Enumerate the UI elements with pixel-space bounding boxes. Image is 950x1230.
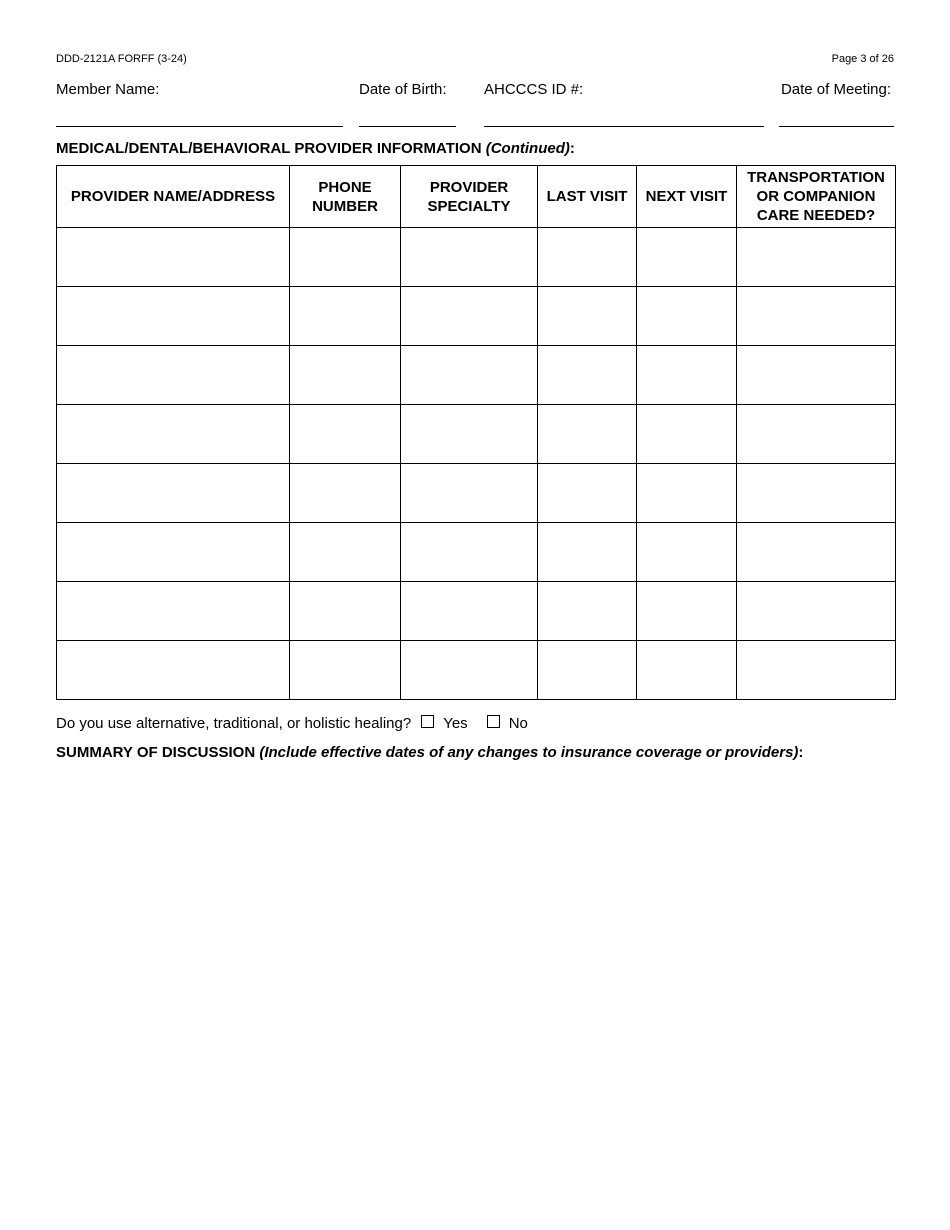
phone-number-cell[interactable] xyxy=(290,641,401,700)
no-label: No xyxy=(508,715,528,732)
date-of-birth-field[interactable] xyxy=(359,126,456,127)
summary-note: (Include effective dates of any changes to insurance coverage or providers) xyxy=(259,744,799,761)
last-visit-cell[interactable] xyxy=(538,346,637,405)
provider-name-address-cell[interactable] xyxy=(57,346,290,405)
header-next-visit: NEXT VISIT xyxy=(637,166,737,228)
section-colon: : xyxy=(569,140,575,157)
no-option xyxy=(468,715,528,732)
last-visit-cell[interactable] xyxy=(538,641,637,700)
table-row xyxy=(57,346,896,405)
provider-name-address-cell[interactable] xyxy=(57,405,290,464)
date-of-meeting-label: Date of Meeting: xyxy=(780,81,891,98)
table-row xyxy=(57,641,896,700)
next-visit-cell[interactable] xyxy=(637,346,737,405)
provider-specialty-cell[interactable] xyxy=(401,641,538,700)
transportation-cell[interactable] xyxy=(737,405,896,464)
transportation-cell[interactable] xyxy=(737,582,896,641)
last-visit-cell[interactable] xyxy=(538,405,637,464)
header-last-visit: LAST VISIT xyxy=(538,166,637,228)
table-row xyxy=(57,287,896,346)
yes-label: Yes xyxy=(443,715,468,732)
phone-number-cell[interactable] xyxy=(290,464,401,523)
provider-specialty-cell[interactable] xyxy=(401,582,538,641)
transportation-cell[interactable] xyxy=(737,228,896,287)
provider-name-address-cell[interactable] xyxy=(57,641,290,700)
phone-number-cell[interactable] xyxy=(290,523,401,582)
transportation-cell[interactable] xyxy=(737,287,896,346)
phone-number-cell[interactable] xyxy=(290,582,401,641)
header-transportation-companion-care: TRANSPORTATION OR COMPANION CARE NEEDED? xyxy=(737,166,896,228)
member-name-label: Member Name: xyxy=(56,81,160,98)
last-visit-cell[interactable] xyxy=(538,228,637,287)
holistic-healing-question xyxy=(56,715,528,732)
header-phone-number: PHONE NUMBER xyxy=(290,166,401,228)
provider-specialty-cell[interactable] xyxy=(401,405,538,464)
next-visit-cell[interactable] xyxy=(637,641,737,700)
form-id: DDD-2121A FORFF (3-24) xyxy=(56,53,187,65)
holistic-healing-question-text: Do you use alternative, traditional, or holistic healing? xyxy=(56,715,412,732)
last-visit-cell[interactable] xyxy=(538,287,637,346)
provider-specialty-cell[interactable] xyxy=(401,523,538,582)
summary-title xyxy=(56,744,803,761)
summary-colon: : xyxy=(798,744,804,761)
next-visit-cell[interactable] xyxy=(637,405,737,464)
table-row xyxy=(57,405,896,464)
header-provider-specialty: PROVIDER SPECIALTY xyxy=(401,166,538,228)
transportation-cell[interactable] xyxy=(737,523,896,582)
date-of-meeting-field[interactable] xyxy=(779,126,894,127)
provider-name-address-cell[interactable] xyxy=(57,523,290,582)
transportation-cell[interactable] xyxy=(737,346,896,405)
phone-number-cell[interactable] xyxy=(290,405,401,464)
table-row xyxy=(57,228,896,287)
member-name-field[interactable] xyxy=(56,126,343,127)
transportation-cell[interactable] xyxy=(737,641,896,700)
date-of-birth-label: Date of Birth: xyxy=(359,81,447,98)
header-provider-name-address: PROVIDER NAME/ADDRESS xyxy=(57,166,290,228)
no-checkbox[interactable] xyxy=(487,715,500,728)
section-title-text: MEDICAL/DENTAL/BEHAVIORAL PROVIDER INFORMATION xyxy=(56,140,482,157)
table-row xyxy=(57,523,896,582)
next-visit-cell[interactable] xyxy=(637,523,737,582)
page-number: Page 3 of 26 xyxy=(831,53,894,65)
provider-name-address-cell[interactable] xyxy=(57,228,290,287)
ahcccs-id-field[interactable] xyxy=(484,126,764,127)
section-title xyxy=(56,140,575,157)
table-row xyxy=(57,464,896,523)
table-row xyxy=(57,582,896,641)
next-visit-cell[interactable] xyxy=(637,228,737,287)
next-visit-cell[interactable] xyxy=(637,287,737,346)
summary-title-text: SUMMARY OF DISCUSSION xyxy=(56,744,256,761)
provider-specialty-cell[interactable] xyxy=(401,464,538,523)
provider-name-address-cell[interactable] xyxy=(57,287,290,346)
last-visit-cell[interactable] xyxy=(538,464,637,523)
provider-specialty-cell[interactable] xyxy=(401,228,538,287)
provider-table-header-row xyxy=(57,166,896,228)
section-continued: (Continued) xyxy=(485,140,570,157)
ahcccs-id-label: AHCCCS ID #: xyxy=(484,81,584,98)
last-visit-cell[interactable] xyxy=(538,523,637,582)
phone-number-cell[interactable] xyxy=(290,287,401,346)
next-visit-cell[interactable] xyxy=(637,464,737,523)
provider-table xyxy=(56,165,896,700)
yes-checkbox[interactable] xyxy=(421,715,434,728)
phone-number-cell[interactable] xyxy=(290,228,401,287)
provider-name-address-cell[interactable] xyxy=(57,582,290,641)
provider-specialty-cell[interactable] xyxy=(401,346,538,405)
next-visit-cell[interactable] xyxy=(637,582,737,641)
transportation-cell[interactable] xyxy=(737,464,896,523)
provider-name-address-cell[interactable] xyxy=(57,464,290,523)
phone-number-cell[interactable] xyxy=(290,346,401,405)
last-visit-cell[interactable] xyxy=(538,582,637,641)
provider-specialty-cell[interactable] xyxy=(401,287,538,346)
